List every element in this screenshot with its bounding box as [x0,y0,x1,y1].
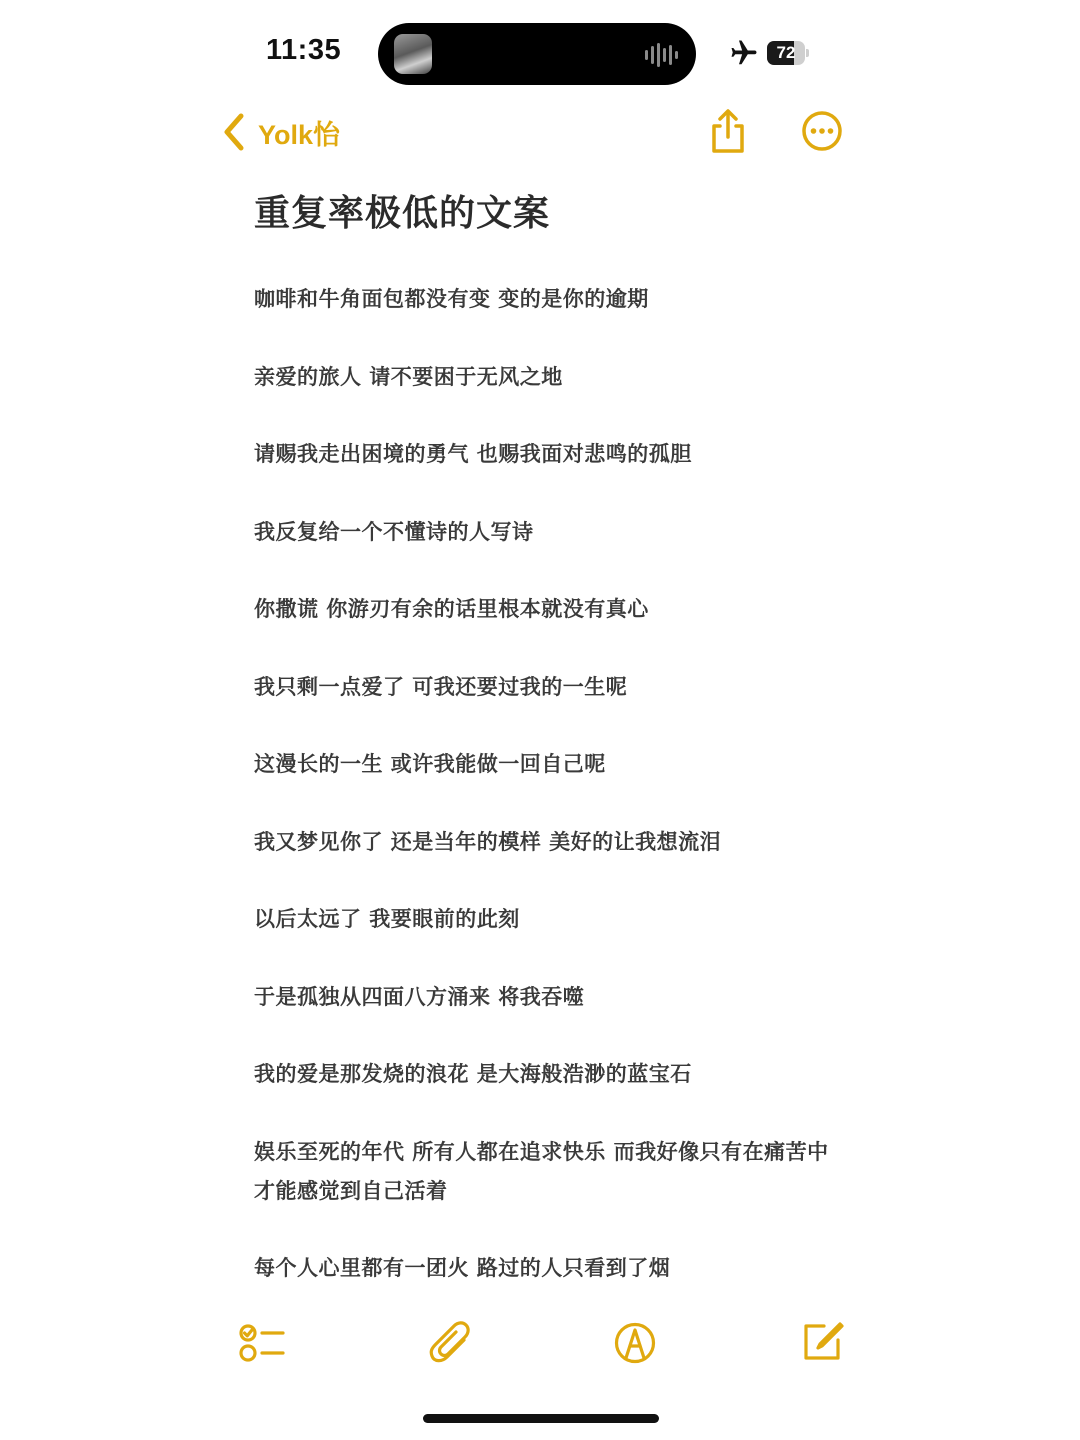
battery-level: 72 [776,43,796,62]
attach-button[interactable] [428,1320,472,1366]
checklist-button[interactable] [238,1322,286,1364]
audio-waveform-icon [644,42,680,68]
airplane-icon [729,38,759,68]
share-button[interactable] [706,108,750,154]
markup-button[interactable] [613,1321,657,1365]
markup-pen-icon [613,1321,657,1365]
paperclip-icon [428,1320,472,1366]
home-indicator[interactable] [423,1414,659,1423]
note-line: 以后太远了 我要眼前的此刻 [254,907,520,931]
note-line: 这漫长的一生 或许我能做一回自己呢 [254,752,606,776]
checklist-icon [238,1322,286,1364]
note-line: 请赐我走出困境的勇气 也赐我面对悲鸣的孤胆 [254,442,692,466]
status-time: 11:35 [266,34,342,66]
share-icon [706,108,750,154]
note-line: 你撒谎 你游刃有余的话里根本就没有真心 [254,597,649,621]
note-line: 每个人心里都有一团火 路过的人只看到了烟 [254,1256,671,1280]
back-button-label: Yolk怡 [258,119,341,150]
note-line: 亲爱的旅人 请不要困于无风之地 [254,364,563,389]
more-options-button[interactable] [801,110,843,152]
ellipsis-circle-icon [801,110,843,152]
note-line: 我只剩一点爱了 可我还要过我的一生呢 [254,674,628,699]
battery-indicator [767,41,809,65]
note-line: 我又梦见你了 还是当年的模样 美好的让我想流泪 [254,829,722,854]
compose-button[interactable] [800,1320,844,1364]
note-line: 我的爱是那发烧的浪花 是大海般浩渺的蓝宝石 [254,1062,692,1086]
back-button[interactable] [222,110,340,154]
note-line: 娱乐至死的年代 所有人都在追求快乐 而我好像只有在痛苦中才能感觉到自己活着 [254,1139,829,1203]
note-line: 于是孤独从四面八方涌来 将我吞噬 [254,984,585,1009]
compose-icon [800,1320,844,1364]
chevron-left-icon [222,113,246,151]
now-playing-artwork [394,34,432,74]
note-line: 我反复给一个不懂诗的人写诗 [254,519,534,544]
note-title[interactable]: 重复率极低的文案 [254,193,551,234]
dynamic-island[interactable] [378,23,696,85]
note-body[interactable] [254,280,834,1327]
note-line: 咖啡和牛角面包都没有变 变的是你的逾期 [254,287,649,311]
